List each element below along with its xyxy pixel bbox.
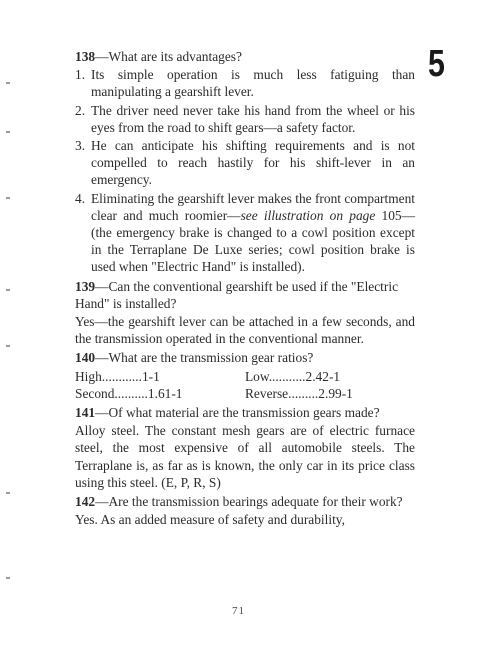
question-number: 139 xyxy=(75,278,96,294)
question-142 xyxy=(75,493,415,510)
ratio-value: 1-1 xyxy=(141,368,160,384)
margin-mark xyxy=(6,492,10,494)
ratio-value: 2.42-1 xyxy=(305,368,341,384)
ratio-leader: .......... xyxy=(114,385,148,401)
list-item xyxy=(75,137,415,189)
question-text: —What are the transmission gear ratios? xyxy=(95,350,314,366)
illustration-reference: see illustration on page xyxy=(240,207,376,223)
margin-mark xyxy=(6,131,10,133)
margin-mark xyxy=(6,197,10,199)
section-number: 5 xyxy=(428,43,445,85)
question-number: 140 xyxy=(75,350,96,366)
question-140 xyxy=(75,349,415,366)
list-item-text: Its simple operation is much less fatiguing than manipulating a gearshift lever. xyxy=(91,67,415,100)
margin-mark xyxy=(6,577,10,579)
list-item xyxy=(75,190,415,276)
list-item-number: 4. xyxy=(75,190,86,206)
ratio-leader: ......... xyxy=(288,385,319,401)
table-row xyxy=(75,368,415,385)
ratio-leader: ............ xyxy=(101,368,142,384)
list-item-text xyxy=(91,190,415,276)
list-item-number: 1. xyxy=(75,67,86,83)
ratio-leader: ........... xyxy=(268,368,306,384)
question-text: —What are its advantages? xyxy=(95,49,242,64)
question-number: 138 xyxy=(75,49,96,64)
margin-mark xyxy=(6,345,10,347)
margin-mark xyxy=(6,82,10,84)
question-text: —Can the conventional gearshift be used if the "Electric Hand" is installed? xyxy=(75,278,399,311)
page-number: 71 xyxy=(232,605,245,617)
question-number: 142 xyxy=(75,494,96,510)
ratio-entry xyxy=(75,385,245,402)
list-item-text-part: Eliminating the gearshift lever makes the front compartment clear and much roomier— xyxy=(91,190,415,223)
list-item xyxy=(75,102,415,136)
ratio-entry xyxy=(75,368,245,385)
list-item-text: The driver need never take his hand from the wheel or his eyes from the road to shift gears—a safety factor. xyxy=(91,102,415,135)
advantages-list xyxy=(75,66,415,275)
gear-ratio-table xyxy=(75,368,415,402)
list-item-text: He can anticipate his shifting requirements and is not compelled to reach hastily for his shift-lever in an emergency. xyxy=(91,138,415,188)
ratio-label: Reverse xyxy=(245,385,289,401)
question-141 xyxy=(75,404,415,421)
question-number: 141 xyxy=(75,405,96,421)
ratio-entry xyxy=(245,368,415,385)
list-item xyxy=(75,66,415,100)
ratio-label: Low xyxy=(245,368,269,384)
margin-mark xyxy=(6,289,10,291)
answer-141: Alloy steel. The constant mesh gears are of electric furnace steel, the most expensive of all automobile steels. The Terraplane is, as far as is known, the only car in its price class using this steel. (E, P, R, S) xyxy=(75,423,415,490)
ratio-value: 2.99-1 xyxy=(318,385,353,401)
answer-139: Yes—the gearshift lever can be attached in a few seconds, and the transmission operated in the conventional manner. xyxy=(75,314,415,347)
list-item-number: 2. xyxy=(75,102,86,118)
ratio-value: 1.61-1 xyxy=(147,385,183,401)
answer-142: Yes. As an added measure of safety and durability, xyxy=(75,512,345,528)
question-138 xyxy=(75,48,415,65)
list-item-text-part: 105—(the emergency brake is changed to a cowl position except in the Terraplane De Luxe series; cowl position brake is used when "Electric Hand" is installed). xyxy=(91,207,416,275)
table-row xyxy=(75,385,415,402)
question-text: —Of what material are the transmission gears made? xyxy=(95,405,380,421)
ratio-entry xyxy=(245,385,415,402)
ratio-label: High xyxy=(75,368,102,384)
question-139 xyxy=(75,278,415,312)
ratio-label: Second xyxy=(75,385,115,401)
question-text: —Are the transmission bearings adequate for their work? xyxy=(95,494,403,510)
list-item-number: 3. xyxy=(75,138,86,154)
body-text xyxy=(75,48,415,530)
